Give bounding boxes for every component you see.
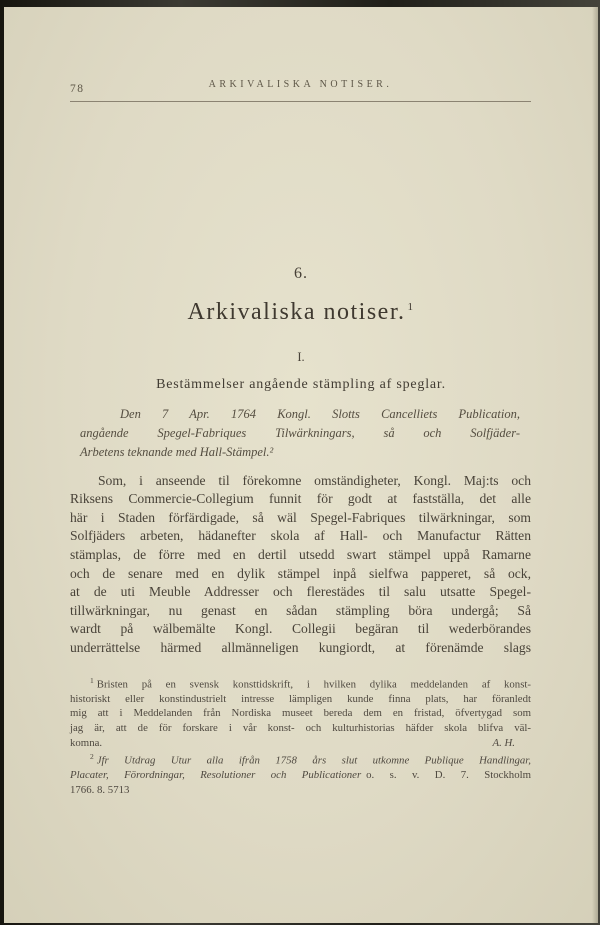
footnote-line: jag är, att de för forskare i vår konst- och kulturhistorias häfder skola blifva väl- bbox=[70, 721, 531, 734]
footnote-signature-row bbox=[70, 736, 531, 751]
article-title bbox=[4, 299, 598, 326]
body-line: här i Staden förfärdigade, så wäl Spegel-Fabriques tilwärkningar, som bbox=[70, 509, 531, 525]
footnote-ref-marker: 1 bbox=[90, 675, 94, 685]
footnote-text: Jfr Utdrag Utur alla ifrån 1758 års slut utkomne Publique Handlingar, bbox=[96, 754, 531, 767]
part-number: I. bbox=[297, 350, 305, 364]
section-number: 6. bbox=[294, 265, 308, 282]
article-title-text: Arkivaliska notiser. bbox=[187, 299, 406, 325]
footnote-line bbox=[70, 674, 531, 692]
body-line: wardt på wälbemälte Kongl. Collegii begäran til wederbörandes bbox=[70, 621, 531, 637]
footnote-line: mig att i Meddelanden från Nordiska museet bereda dem en fristad, öfvertygad som bbox=[70, 707, 531, 720]
footnote-line: historiskt eller konstindustrielt intresse lämpligen kunde finna plats, har föranledt bbox=[70, 692, 531, 705]
body-line: tillwärkningar, nu genast en sådan stämpling böra undergå; Så bbox=[70, 602, 531, 618]
footnotes-block bbox=[70, 674, 531, 798]
footnote-text: o. s. v. D. 7. Stockholm bbox=[366, 769, 531, 782]
body-line: Riksens Commercie-Collegium funnit för godt at fastställa, det alle bbox=[70, 491, 531, 507]
page-header bbox=[70, 79, 531, 93]
citation-line: Arbetens teknande med Hall-Stämpel.² bbox=[80, 444, 274, 459]
footnote-text: komna. bbox=[70, 736, 103, 749]
footnote-line bbox=[70, 750, 531, 768]
body-line: underrättelse härmed allmänneligen kungiordt, at förenämde slags bbox=[70, 639, 531, 655]
citation-block bbox=[80, 405, 520, 462]
footnote-line bbox=[70, 768, 531, 783]
paper-surface bbox=[4, 7, 598, 923]
body-line: at de uti Meuble Addresser och flerestädes til salu utsatte Spegel- bbox=[70, 584, 531, 600]
footnote-line: 1766. 8. 5713 bbox=[70, 783, 130, 796]
body-line: stämplas, de förre med en dertil utsedd swart stämpel uppå Ramarne bbox=[70, 546, 531, 562]
footnote-text: Placater, Förordningar, Resolutioner och Publicationer bbox=[70, 769, 362, 782]
citation-line: Den 7 Apr. 1764 Kongl. Slotts Cancelliets Publication, bbox=[120, 406, 520, 421]
running-head: ARKIVALISKA NOTISER. bbox=[208, 79, 393, 90]
author-initials: A. H. bbox=[492, 736, 515, 749]
title-footnote-ref: 1 bbox=[407, 301, 415, 313]
header-rule bbox=[70, 101, 531, 102]
page-number: 78 bbox=[70, 83, 85, 95]
article-heading: Bestämmelser angående stämpling af speglar. bbox=[156, 377, 446, 392]
body-line: och de senare med en dylik stämpel inpå sielfwa papperet, så ock, bbox=[70, 565, 531, 581]
citation-line: angående Spegel-Fabriques Tilwärkningars, så och Solfjäder- bbox=[80, 425, 520, 440]
body-line: Solfjäders arbeten, hädanefter skola af Hall- och Manufactur Rätten bbox=[70, 528, 531, 544]
body-paragraph bbox=[70, 472, 531, 658]
footnote-ref-marker: 2 bbox=[90, 752, 94, 762]
body-line: Som, i anseende til förekomne omständigheter, Kongl. Maj:ts och bbox=[98, 472, 531, 488]
footnote-text: Bristen på en svensk konsttidskrift, i hvilken dylika meddelanden af konst- bbox=[96, 678, 531, 691]
